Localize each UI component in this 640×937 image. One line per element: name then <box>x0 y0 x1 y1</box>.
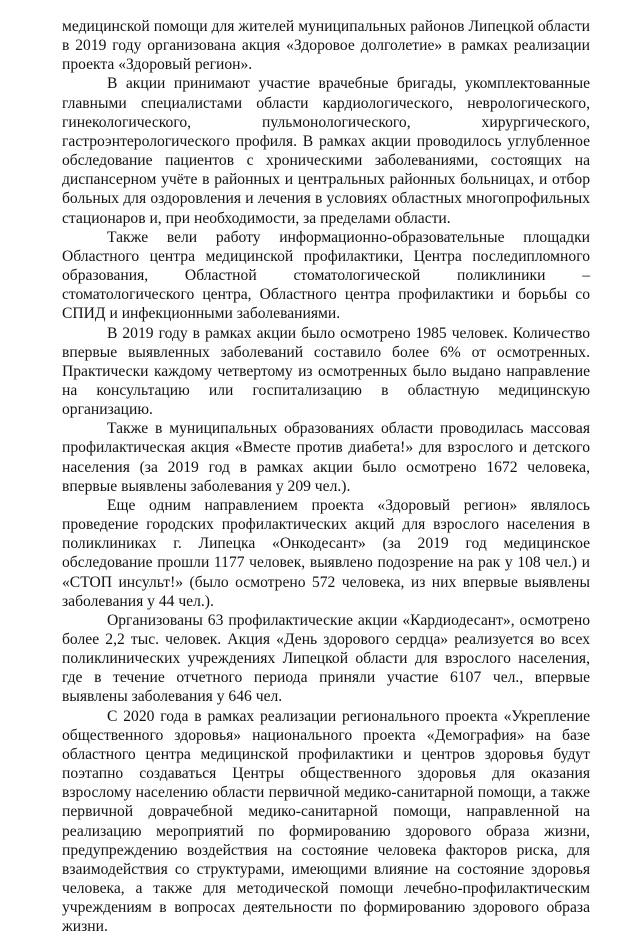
paragraph-city-campaigns: Еще одним направлением проекта «Здоровый регион» являлось проведение городских профилактических акций для взрослого населения в поликлиниках г. Липецка «Онкодесант» (за 2019 год медицинское обследование прошли 1177 человек, выявлено подозрение на рак у 108 чел.) и «СТОП инсульт!» (было осмотрено 572 человека, из них впервые выявлены заболевания у 44 чел.). <box>62 496 590 610</box>
paragraph-diabetes-campaign: Также в муниципальных образованиях области проводилась массовая профилактическая акция «Вместе против диабета!» для взрослого и детского населения (за 2019 год в рамках акции было осмотрено 1672 человека, впервые выявлены заболевания у 209 чел.). <box>62 420 590 495</box>
paragraph-public-health-centers: С 2020 года в рамках реализации регионального проекта «Укрепление общественного здоровья» национального проекта «Демография» на базе областного центра медицинской профилактики и центров здоровья будут поэтапно создаваться Центры общественного здоровья для оказания взрослому населению области первичной медико-санитарной помощи, а также первичной доврачебной медико-санитарной помощи, направленной на реализацию мероприятий по формированию здорового образа жизни, предупреждению воздействия на состояние человека факторов риска, для взаимодействия со структурами, имеющими влияние на состояние здоровья человека, а также для методической помощи лечебно-профилактическим учреждениям в вопросах деятельности по формированию здорового образа жизни. <box>62 707 590 936</box>
paragraph-education-platforms: Также вели работу информационно-образовательные площадки Областного центра медицинской профилактики, Центра последипломного образования, Областной стоматологической поликлиники – стоматологического центра, Областного центра профилактики и борьбы со СПИД и инфекционными заболеваниями. <box>62 228 590 323</box>
paragraph-medical-teams: В акции принимают участие врачебные бригады, укомплектованные главными специалистами области кардиологического, неврологического, гинекологического, пульмонологического, хирургического, гастроэнтерологического профиля. В рамках акции проводилось углубленное обследование пациентов с хроническими заболеваниями, состоящих на диспансерном учёте в районных и центральных районных больницах, и отбор больных для оздоровления и лечения в условиях областных многопрофильных стационаров и, при необходимости, за пределами области. <box>62 75 590 227</box>
paragraph-continuation: медицинской помощи для жителей муниципальных районов Липецкой области в 2019 году организована акция «Здоровое долголетие» в рамках реализации проекта «Здоровый регион». <box>62 18 590 74</box>
paragraph-cardio-campaigns: Организованы 63 профилактические акции «Кардиодесант», осмотрено более 2,2 тыс. человек. Акция «День здорового сердца» реализуется во всех поликлинических учреждениях Липецкой области для взрослого населения, где в течение отчетного периода приняли участие 6107 чел., впервые выявлены заболевания у 646 чел. <box>62 611 590 706</box>
paragraph-2019-results: В 2019 году в рамках акции было осмотрено 1985 человек. Количество впервые выявленных заболеваний составило более 6% от осмотренных. Практически каждому четвертому из осмотренных было выдано направление на консультацию или госпитализацию в областную медицинскую организацию. <box>62 324 590 419</box>
document-page <box>62 17 590 937</box>
